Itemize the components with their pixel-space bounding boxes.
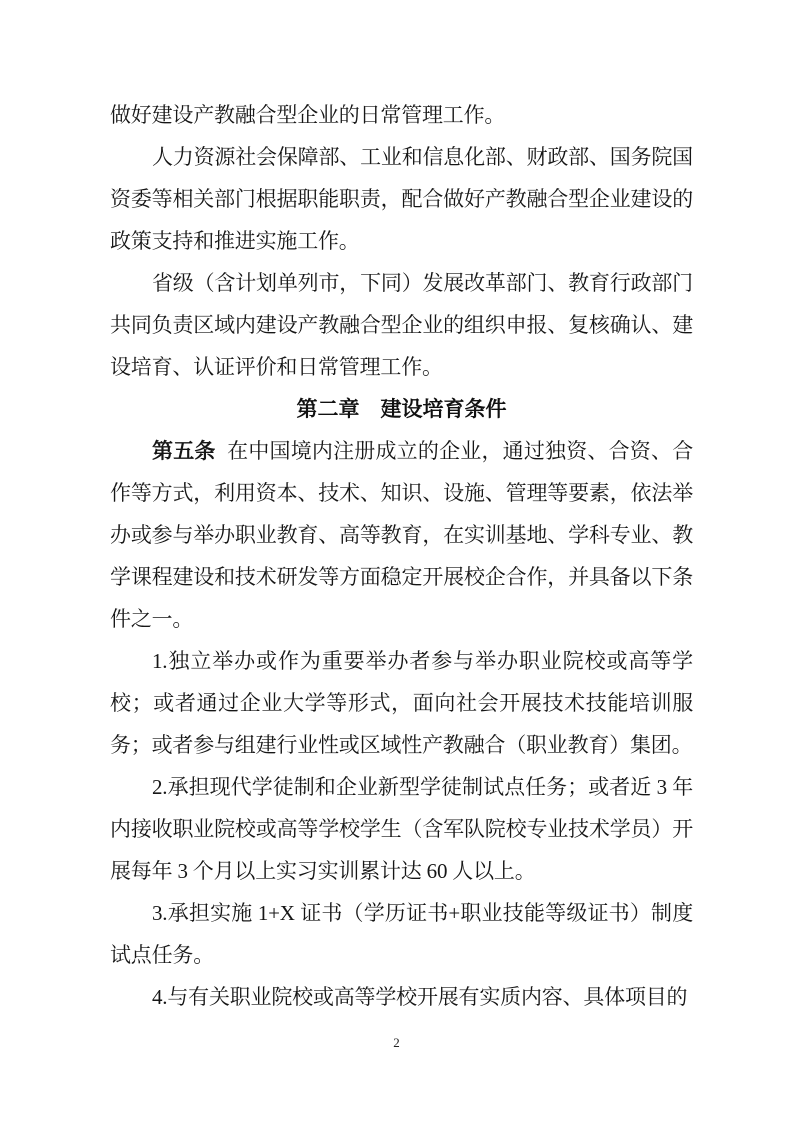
paragraph-condition-2: 2.承担现代学徒制和企业新型学徒制试点任务；或者近 3 年内接收职业院校或高等学校学生（含军队院校专业技术学员）开展每年 3 个月以上实习实训累计达 60 人以上。 — [110, 775, 693, 883]
page-footer — [0, 1034, 793, 1052]
paragraph-text: 在中国境内注册成立的企业，通过独资、合资、合作等方式，利用资本、技术、知识、设施、管理等要素，依法举办或参与举办职业教育、高等教育，在实训基地、学科专业、教学课程建设和技术研发等方面稳定开展校企合作，并具备以下条件之一。 — [110, 439, 693, 631]
paragraph-condition-3: 3.承担实施 1+X 证书（学历证书+职业技能等级证书）制度试点任务。 — [110, 901, 693, 967]
paragraph: 人力资源社会保障部、工业和信息化部、财政部、国务院国资委等相关部门根据职能职责，配合做好产教融合型企业建设的政策支持和推进实施工作。 — [110, 145, 693, 253]
page-number: 2 — [393, 1035, 400, 1050]
article-number-label: 第五条 — [152, 439, 216, 463]
paragraph-article-5 — [110, 430, 693, 640]
paragraph-condition-1: 1.独立举办或作为重要举办者参与举办职业院校或高等学校；或者通过企业大学等形式，面向社会开展技术技能培训服务；或者参与组建行业性或区域性产教融合（职业教育）集团。 — [110, 649, 693, 757]
document-content — [110, 94, 693, 1018]
paragraph-condition-4: 4.与有关职业院校或高等学校开展有实质内容、具体项目的 — [152, 985, 688, 1009]
chapter-heading: 第二章 建设培育条件 — [296, 397, 507, 421]
paragraph-continuation: 做好建设产教融合型企业的日常管理工作。 — [110, 103, 506, 127]
paragraph: 省级（含计划单列市，下同）发展改革部门、教育行政部门共同负责区域内建设产教融合型企业的组织申报、复核确认、建设培育、认证评价和日常管理工作。 — [110, 271, 693, 379]
